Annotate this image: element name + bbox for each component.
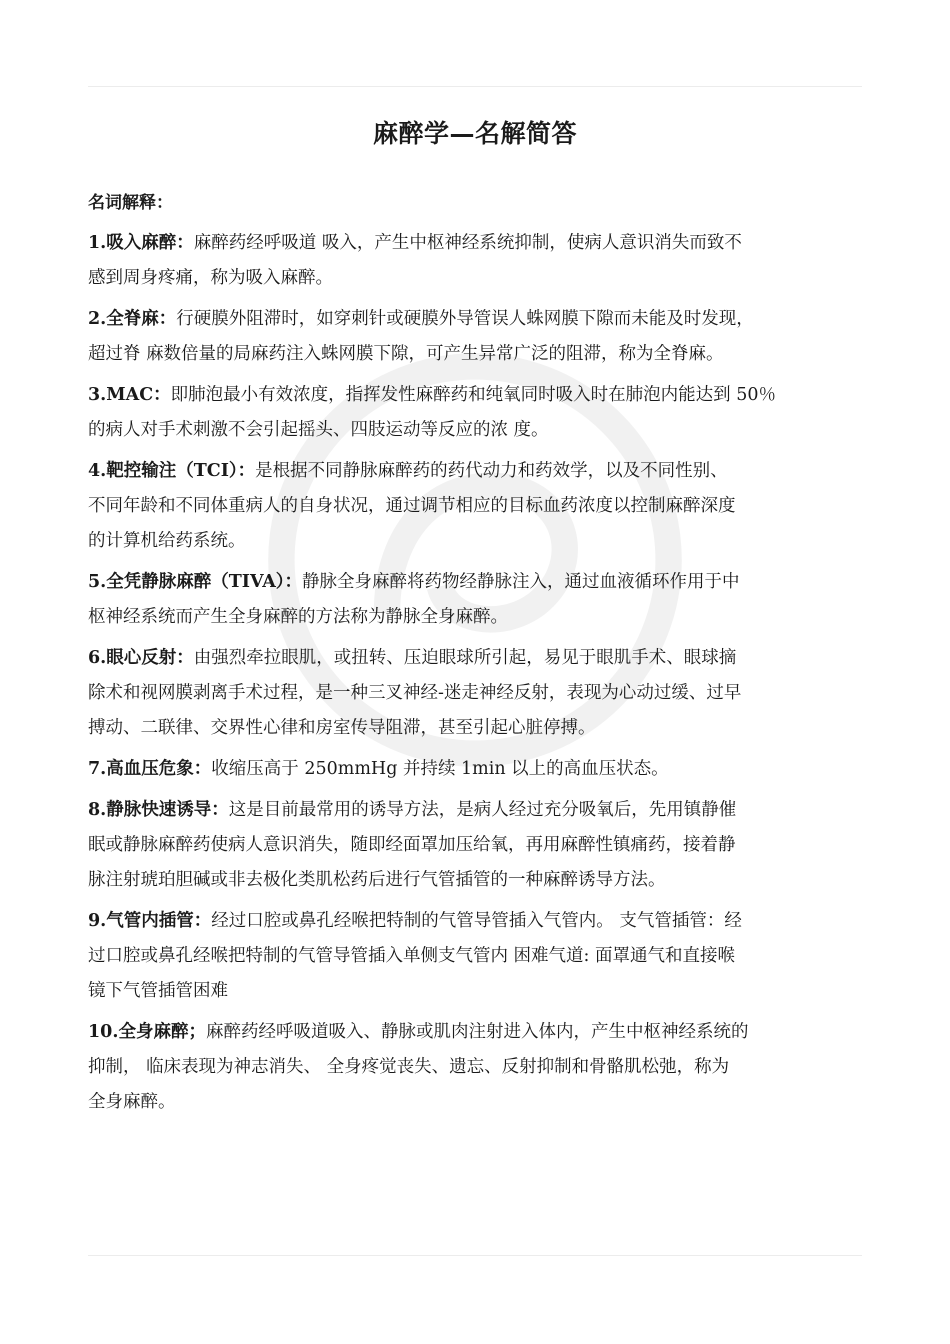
glossary-entries: [88, 226, 878, 1126]
entry-text: 过口腔或鼻孔经喉把特制的气管导管插入单侧支气管内 困难气道: 面罩通气和直接喉: [88, 946, 736, 966]
entry-text: 经过口腔或鼻孔经喉把特制的气管导管插入气管内。 支气管插管：经: [211, 911, 742, 931]
entry-line: [88, 378, 878, 413]
glossary-entry: [88, 752, 878, 787]
entry-text: 收缩压高于 250mmHg 并持续 1min 以上的高血压状态。: [211, 759, 669, 779]
entry-text: 静脉全身麻醉将药物经静脉注入，通过血液循环作用于中: [302, 572, 740, 592]
entry-text: 的病人对手术刺激不会引起摇头、四肢运动等反应的浓 度。: [88, 420, 549, 440]
glossary-entry: [88, 1015, 878, 1120]
entry-term: 8.静脉快速诱导：: [88, 800, 229, 820]
glossary-entry: [88, 793, 878, 898]
glossary-entry: [88, 904, 878, 1009]
entry-line: [88, 302, 878, 337]
entry-text: 感到周身疼痛，称为吸入麻醉。: [88, 268, 333, 288]
footer-rule: [88, 1255, 862, 1256]
entry-text: 脉注射琥珀胆碱或非去极化类肌松药后进行气管插管的一种麻醉诱导方法。: [88, 870, 666, 890]
entry-line: [88, 863, 878, 898]
entry-line: [88, 413, 878, 448]
entry-line: [88, 600, 878, 635]
entry-line: [88, 454, 878, 489]
entry-line: [88, 261, 878, 296]
entry-line: [88, 565, 878, 600]
entry-text: 这是目前最常用的诱导方法，是病人经过充分吸氧后，先用镇静催: [228, 800, 737, 820]
entry-line: [88, 641, 878, 676]
entry-term: 9.气管内插管：: [88, 911, 212, 931]
document-title: 麻醉学—名解简答: [372, 119, 577, 148]
entry-line: [88, 904, 878, 939]
glossary-entry: [88, 302, 878, 372]
entry-line: [88, 489, 878, 524]
entry-line: [88, 793, 878, 828]
entry-text: 麻醉药经呼吸道 吸入，产生中枢神经系统抑制，使病人意识消失而致不: [193, 233, 742, 253]
entry-text: 全身麻醉。: [88, 1092, 176, 1112]
entry-text: 的计算机给药系统。: [88, 531, 246, 551]
entry-line: [88, 226, 878, 261]
entry-line: [88, 974, 878, 1009]
glossary-entry: [88, 378, 878, 448]
entry-line: [88, 711, 878, 746]
entry-term: 2.全脊麻：: [88, 309, 177, 329]
section-label: 名词解释：: [88, 193, 173, 213]
entry-text: 眠或静脉麻醉药使病人意识消失，随即经面罩加压给氧，再用麻醉性镇痛药，接着静: [88, 835, 736, 855]
entry-line: [88, 1050, 878, 1085]
entry-term: 6.眼心反射：: [88, 648, 194, 668]
entry-line: [88, 752, 878, 787]
entry-term: 7.高血压危象：: [88, 759, 212, 779]
entry-line: [88, 828, 878, 863]
entry-line: [88, 939, 878, 974]
entry-text: 超过脊 麻数倍量的局麻药注入蛛网膜下隙，可产生异常广泛的阻滞，称为全脊麻。: [88, 344, 724, 364]
entry-term: 10.全身麻醉；: [88, 1022, 206, 1042]
glossary-entry: [88, 454, 878, 559]
entry-text: 不同年龄和不同体重病人的自身状况，通过调节相应的目标血药浓度以控制麻醉深度: [88, 496, 736, 516]
entry-line: [88, 1085, 878, 1120]
entry-term: 4.靶控输注（TCI）：: [88, 461, 256, 481]
entry-term: 1.吸入麻醉：: [88, 233, 194, 253]
entry-text: 行硬膜外阻滞时，如穿刺针或硬膜外导管误人蛛网膜下隙而未能及时发现，: [176, 309, 754, 329]
entry-term: 5.全凭静脉麻醉（TIVA）：: [88, 572, 303, 592]
entry-text: 镜下气管插管困难: [88, 981, 228, 1001]
entry-text: 麻醉药经呼吸道吸入、静脉或肌肉注射进入体内，产生中枢神经系统的: [205, 1022, 749, 1042]
glossary-entry: [88, 226, 878, 296]
entry-text: 即肺泡最小有效浓度，指挥发性麻醉药和纯氧同时吸入时在肺泡内能达到 50％: [170, 385, 776, 405]
header-rule: [88, 86, 862, 87]
entry-text: 搏动、二联律、交界性心律和房室传导阻滞，甚至引起心脏停搏。: [88, 718, 596, 738]
entry-line: [88, 524, 878, 559]
entry-line: [88, 337, 878, 372]
entry-text: 除术和视网膜剥离手术过程，是一种三叉神经-迷走神经反射，表现为心动过缓、过早: [88, 683, 742, 703]
entry-term: 3.MAC：: [88, 385, 171, 405]
entry-text: 枢神经系统而产生全身麻醉的方法称为静脉全身麻醉。: [88, 607, 508, 627]
entry-text: 是根据不同静脉麻醉药的药代动力和药效学，以及不同性别、: [255, 461, 728, 481]
glossary-entry: [88, 565, 878, 635]
entry-text: 抑制， 临床表现为神志消失、 全身疼觉丧失、遗忘、反射抑制和骨骼肌松弛，称为: [88, 1057, 730, 1077]
entry-line: [88, 1015, 878, 1050]
entry-text: 由强烈牵拉眼肌，或扭转、压迫眼球所引起，易见于眼肌手术、眼球摘: [193, 648, 737, 668]
entry-line: [88, 676, 878, 711]
glossary-entry: [88, 641, 878, 746]
